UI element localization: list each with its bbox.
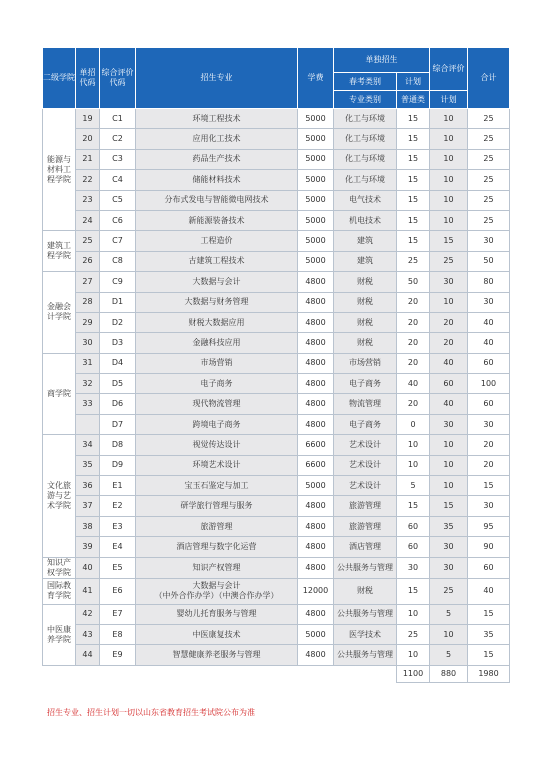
plan-cell: 10 — [397, 435, 430, 455]
table-row — [43, 190, 510, 210]
category-cell: 化工与环境 — [334, 109, 397, 129]
comp-plan-cell: 25 — [430, 578, 468, 604]
table-row — [43, 272, 510, 292]
fee-cell: 4800 — [298, 394, 334, 414]
category-cell: 公共服务与管理 — [334, 557, 397, 578]
total-cell: 100 — [468, 374, 510, 394]
empty-cell — [43, 665, 76, 682]
comp-code-cell: E5 — [100, 557, 136, 578]
code-cell: 27 — [76, 272, 100, 292]
category-cell: 化工与环境 — [334, 149, 397, 169]
comp-code-cell: C3 — [100, 149, 136, 169]
plan-cell: 0 — [397, 414, 430, 434]
category-cell: 财税 — [334, 292, 397, 312]
fee-cell: 5000 — [298, 149, 334, 169]
fee-cell: 4800 — [298, 557, 334, 578]
code-cell: 35 — [76, 455, 100, 475]
comp-plan-cell: 30 — [430, 537, 468, 557]
category-cell: 公共服务与管理 — [334, 604, 397, 624]
comp-plan-cell: 35 — [430, 516, 468, 536]
category-cell: 物流管理 — [334, 394, 397, 414]
total-cell: 35 — [468, 624, 510, 644]
plan-cell: 30 — [397, 557, 430, 578]
comp-code-cell: D3 — [100, 333, 136, 353]
comp-code-cell: C8 — [100, 251, 136, 271]
col-college: 二级学院 — [43, 48, 76, 109]
empty-cell — [298, 665, 334, 682]
comp-code-cell: D7 — [100, 414, 136, 434]
major-subline: （中外合作办学）（中澳合作办学） — [154, 591, 279, 601]
empty-cell — [100, 665, 136, 682]
category-cell: 财税 — [334, 312, 397, 332]
total-cell: 40 — [468, 312, 510, 332]
code-cell: 42 — [76, 604, 100, 624]
comp-code-cell: C6 — [100, 210, 136, 230]
col-single: 单独招生 — [334, 48, 430, 73]
total-cell: 60 — [468, 353, 510, 373]
fee-cell: 4800 — [298, 374, 334, 394]
comp-code-cell: D4 — [100, 353, 136, 373]
plan-cell: 20 — [397, 292, 430, 312]
total-cell: 60 — [468, 557, 510, 578]
comp-code-cell: E4 — [100, 537, 136, 557]
code-cell: 31 — [76, 353, 100, 373]
total-cell: 30 — [468, 496, 510, 516]
plan-cell: 20 — [397, 394, 430, 414]
code-cell: 39 — [76, 537, 100, 557]
col-major: 招生专业 — [136, 48, 298, 109]
college-cell: 国际教育学院 — [43, 578, 76, 604]
table-row — [43, 374, 510, 394]
major-cell: 古建筑工程技术 — [136, 251, 298, 271]
comp-code-cell: D6 — [100, 394, 136, 414]
table-header — [43, 48, 510, 109]
plan-cell: 10 — [397, 645, 430, 665]
comp-code-cell: D2 — [100, 312, 136, 332]
footnote: 招生专业、招生计划一切以山东省教育招生考试院公布为准 — [47, 708, 255, 717]
comp-code-cell: E2 — [100, 496, 136, 516]
total-cell: 25 — [468, 149, 510, 169]
total-cell: 25 — [468, 170, 510, 190]
major-cell: 分布式发电与智能微电网技术 — [136, 190, 298, 210]
category-cell: 艺术设计 — [334, 435, 397, 455]
table-row — [43, 624, 510, 644]
comp-plan-cell: 10 — [430, 170, 468, 190]
comp-plan-cell: 10 — [430, 129, 468, 149]
total-cell: 25 — [468, 190, 510, 210]
col-general: 普通类 — [397, 91, 430, 109]
plan-cell: 15 — [397, 210, 430, 230]
plan-cell: 60 — [397, 537, 430, 557]
college-cell: 能源与材料工程学院 — [43, 109, 76, 231]
fee-cell: 4800 — [298, 312, 334, 332]
plan-cell: 15 — [397, 231, 430, 251]
table-row — [43, 353, 510, 373]
code-cell: 26 — [76, 251, 100, 271]
comp-code-cell: E8 — [100, 624, 136, 644]
comp-code-cell: C2 — [100, 129, 136, 149]
code-cell: 32 — [76, 374, 100, 394]
fee-cell: 5000 — [298, 190, 334, 210]
category-cell: 财税 — [334, 272, 397, 292]
comp-code-cell: D8 — [100, 435, 136, 455]
table-body — [43, 109, 510, 683]
major-cell: 环境艺术设计 — [136, 455, 298, 475]
col-comp: 综合评价 — [430, 48, 468, 91]
comp-code-cell: C5 — [100, 190, 136, 210]
category-cell: 电子商务 — [334, 374, 397, 394]
major-cell: 宝玉石鉴定与加工 — [136, 476, 298, 496]
fee-cell: 5000 — [298, 251, 334, 271]
fee-cell: 4800 — [298, 496, 334, 516]
fee-cell: 5000 — [298, 476, 334, 496]
total-cell: 80 — [468, 272, 510, 292]
table-row — [43, 170, 510, 190]
major-cell: 市场营销 — [136, 353, 298, 373]
category-cell: 电子商务 — [334, 414, 397, 434]
plan-cell: 5 — [397, 476, 430, 496]
category-cell: 旅游管理 — [334, 496, 397, 516]
fee-cell: 4800 — [298, 272, 334, 292]
table-row — [43, 604, 510, 624]
major-cell: 环境工程技术 — [136, 109, 298, 129]
code-cell — [76, 414, 100, 434]
total-cell: 50 — [468, 251, 510, 271]
code-cell: 34 — [76, 435, 100, 455]
total-cell: 15 — [468, 645, 510, 665]
plan-cell: 10 — [397, 455, 430, 475]
code-cell: 19 — [76, 109, 100, 129]
category-cell: 公共服务与管理 — [334, 645, 397, 665]
plan-cell: 15 — [397, 149, 430, 169]
code-cell: 24 — [76, 210, 100, 230]
code-cell: 21 — [76, 149, 100, 169]
table-row — [43, 645, 510, 665]
category-cell: 电气技术 — [334, 190, 397, 210]
comp-code-cell: E6 — [100, 578, 136, 604]
enrollment-sheet — [42, 47, 509, 683]
plan-cell: 50 — [397, 272, 430, 292]
total-cell: 95 — [468, 516, 510, 536]
comp-plan-cell: 10 — [430, 476, 468, 496]
plan-cell: 15 — [397, 578, 430, 604]
table-row — [43, 435, 510, 455]
total-cell: 90 — [468, 537, 510, 557]
comp-code-cell: E7 — [100, 604, 136, 624]
code-cell: 37 — [76, 496, 100, 516]
comp-plan-cell: 40 — [430, 353, 468, 373]
table-row — [43, 578, 510, 604]
code-cell: 44 — [76, 645, 100, 665]
code-cell: 33 — [76, 394, 100, 414]
major-cell: 大数据与会计 — [136, 272, 298, 292]
col-comp-code: 综合评价代码 — [100, 48, 136, 109]
plan-cell: 25 — [397, 251, 430, 271]
comp-code-cell: D1 — [100, 292, 136, 312]
comp-code-cell: E1 — [100, 476, 136, 496]
comp-plan-cell: 5 — [430, 604, 468, 624]
comp-plan-cell: 10 — [430, 210, 468, 230]
comp-plan-cell: 10 — [430, 149, 468, 169]
comp-code-cell: D5 — [100, 374, 136, 394]
plan-cell: 20 — [397, 333, 430, 353]
major-cell: 新能源装备技术 — [136, 210, 298, 230]
col-spring: 春考类别 — [334, 73, 397, 91]
comp-plan-cell: 40 — [430, 394, 468, 414]
comp-plan-cell: 15 — [430, 231, 468, 251]
major-cell: 大数据与财务管理 — [136, 292, 298, 312]
fee-cell: 5000 — [298, 624, 334, 644]
code-cell: 22 — [76, 170, 100, 190]
empty-cell — [334, 665, 397, 682]
fee-cell: 4800 — [298, 353, 334, 373]
totals-row — [43, 665, 510, 682]
total-cell: 20 — [468, 455, 510, 475]
major-cell: 药品生产技术 — [136, 149, 298, 169]
table-row — [43, 231, 510, 251]
col-total: 合计 — [468, 48, 510, 109]
category-cell: 艺术设计 — [334, 455, 397, 475]
code-cell: 28 — [76, 292, 100, 312]
major-cell: 金融科技应用 — [136, 333, 298, 353]
col-comp-plan: 计划 — [430, 91, 468, 109]
category-cell: 财税 — [334, 333, 397, 353]
total-cell: 30 — [468, 292, 510, 312]
comp-plan-cell: 25 — [430, 251, 468, 271]
table-row — [43, 251, 510, 271]
major-cell: 跨境电子商务 — [136, 414, 298, 434]
table-row — [43, 414, 510, 434]
total-cell: 15 — [468, 604, 510, 624]
comp-plan-cell: 15 — [430, 496, 468, 516]
category-cell: 机电技术 — [334, 210, 397, 230]
code-cell: 36 — [76, 476, 100, 496]
fee-cell: 6600 — [298, 435, 334, 455]
comp-plan-cell: 10 — [430, 455, 468, 475]
total-cell: 15 — [468, 476, 510, 496]
college-cell: 金融会计学院 — [43, 272, 76, 354]
comp-plan-cell: 10 — [430, 109, 468, 129]
fee-cell: 5000 — [298, 170, 334, 190]
code-cell: 29 — [76, 312, 100, 332]
code-cell: 25 — [76, 231, 100, 251]
comp-plan-cell: 30 — [430, 557, 468, 578]
table-row — [43, 109, 510, 129]
major-cell: 视觉传达设计 — [136, 435, 298, 455]
category-cell: 酒店管理 — [334, 537, 397, 557]
col-fee: 学费 — [298, 48, 334, 109]
category-cell: 化工与环境 — [334, 129, 397, 149]
plan-cell: 15 — [397, 496, 430, 516]
college-cell: 商学院 — [43, 353, 76, 435]
comp-plan-cell: 10 — [430, 190, 468, 210]
college-cell: 知识产权学院 — [43, 557, 76, 578]
fee-cell: 6600 — [298, 455, 334, 475]
code-cell: 20 — [76, 129, 100, 149]
fee-cell: 5000 — [298, 210, 334, 230]
fee-cell: 4800 — [298, 333, 334, 353]
college-cell: 文化旅游与艺术学院 — [43, 435, 76, 557]
table-row — [43, 476, 510, 496]
major-cell: 智慧健康养老服务与管理 — [136, 645, 298, 665]
total-cell: 60 — [468, 394, 510, 414]
comp-plan-cell: 5 — [430, 645, 468, 665]
total-cell: 25 — [468, 210, 510, 230]
comp-plan-cell: 10 — [430, 624, 468, 644]
college-cell: 中医康养学院 — [43, 604, 76, 665]
plan-cell: 10 — [397, 604, 430, 624]
fee-cell: 5000 — [298, 129, 334, 149]
comp-code-cell: D9 — [100, 455, 136, 475]
table-row — [43, 129, 510, 149]
table-row — [43, 149, 510, 169]
major-cell: 电子商务 — [136, 374, 298, 394]
comp-code-cell: E9 — [100, 645, 136, 665]
comp-plan-cell: 30 — [430, 272, 468, 292]
major-cell: 储能材料技术 — [136, 170, 298, 190]
code-cell: 40 — [76, 557, 100, 578]
plan-cell: 25 — [397, 624, 430, 644]
fee-cell: 4800 — [298, 645, 334, 665]
table-row — [43, 394, 510, 414]
code-cell: 43 — [76, 624, 100, 644]
plan-cell: 40 — [397, 374, 430, 394]
code-cell: 30 — [76, 333, 100, 353]
total-total: 1980 — [468, 665, 510, 682]
table-row — [43, 516, 510, 536]
comp-code-cell: C7 — [100, 231, 136, 251]
category-cell: 建筑 — [334, 231, 397, 251]
fee-cell: 4800 — [298, 292, 334, 312]
major-cell: 知识产权管理 — [136, 557, 298, 578]
fee-cell: 4800 — [298, 516, 334, 536]
comp-code-cell: E3 — [100, 516, 136, 536]
category-cell: 艺术设计 — [334, 476, 397, 496]
plan-cell: 15 — [397, 109, 430, 129]
comp-plan-cell: 60 — [430, 374, 468, 394]
plan-cell: 15 — [397, 190, 430, 210]
major-cell: 现代物流管理 — [136, 394, 298, 414]
total-cell: 20 — [468, 435, 510, 455]
comp-plan-cell: 10 — [430, 292, 468, 312]
major-line: 大数据与会计 — [192, 581, 241, 591]
fee-cell: 12000 — [298, 578, 334, 604]
total-cell: 40 — [468, 333, 510, 353]
major-cell: 财税大数据应用 — [136, 312, 298, 332]
total-cell: 30 — [468, 231, 510, 251]
comp-code-cell: C9 — [100, 272, 136, 292]
table-row — [43, 557, 510, 578]
col-category: 专业类别 — [334, 91, 397, 109]
total-cell: 25 — [468, 129, 510, 149]
major-cell: 应用化工技术 — [136, 129, 298, 149]
enrollment-table — [42, 47, 510, 683]
category-cell: 建筑 — [334, 251, 397, 271]
plan-cell: 20 — [397, 312, 430, 332]
total-plan: 1100 — [397, 665, 430, 682]
comp-code-cell: C1 — [100, 109, 136, 129]
fee-cell: 5000 — [298, 231, 334, 251]
comp-plan-cell: 20 — [430, 333, 468, 353]
code-cell: 41 — [76, 578, 100, 604]
fee-cell: 5000 — [298, 109, 334, 129]
major-cell: 工程造价 — [136, 231, 298, 251]
table-row — [43, 496, 510, 516]
comp-plan-cell: 10 — [430, 435, 468, 455]
table-row — [43, 333, 510, 353]
major-cell: 中医康复技术 — [136, 624, 298, 644]
table-row — [43, 210, 510, 230]
comp-plan-cell: 30 — [430, 414, 468, 434]
col-code: 单招代码 — [76, 48, 100, 109]
fee-cell: 4800 — [298, 604, 334, 624]
code-cell: 23 — [76, 190, 100, 210]
category-cell: 市场营销 — [334, 353, 397, 373]
empty-cell — [136, 665, 298, 682]
fee-cell: 4800 — [298, 414, 334, 434]
total-cell: 40 — [468, 578, 510, 604]
col-plan: 计划 — [397, 73, 430, 91]
fee-cell: 4800 — [298, 537, 334, 557]
table-row — [43, 292, 510, 312]
category-cell: 旅游管理 — [334, 516, 397, 536]
category-cell: 医学技术 — [334, 624, 397, 644]
plan-cell: 20 — [397, 353, 430, 373]
major-cell — [136, 578, 298, 604]
plan-cell: 60 — [397, 516, 430, 536]
table-row — [43, 537, 510, 557]
comp-code-cell: C4 — [100, 170, 136, 190]
total-cell: 30 — [468, 414, 510, 434]
major-cell: 婴幼儿托育服务与管理 — [136, 604, 298, 624]
major-cell: 旅游管理 — [136, 516, 298, 536]
total-comp-plan: 880 — [430, 665, 468, 682]
category-cell: 财税 — [334, 578, 397, 604]
table-row — [43, 312, 510, 332]
category-cell: 化工与环境 — [334, 170, 397, 190]
major-cell: 研学旅行管理与服务 — [136, 496, 298, 516]
table-row — [43, 455, 510, 475]
plan-cell: 15 — [397, 170, 430, 190]
comp-plan-cell: 20 — [430, 312, 468, 332]
empty-cell — [76, 665, 100, 682]
total-cell: 25 — [468, 109, 510, 129]
code-cell: 38 — [76, 516, 100, 536]
major-cell: 酒店管理与数字化运营 — [136, 537, 298, 557]
college-cell: 建筑工程学院 — [43, 231, 76, 272]
plan-cell: 15 — [397, 129, 430, 149]
